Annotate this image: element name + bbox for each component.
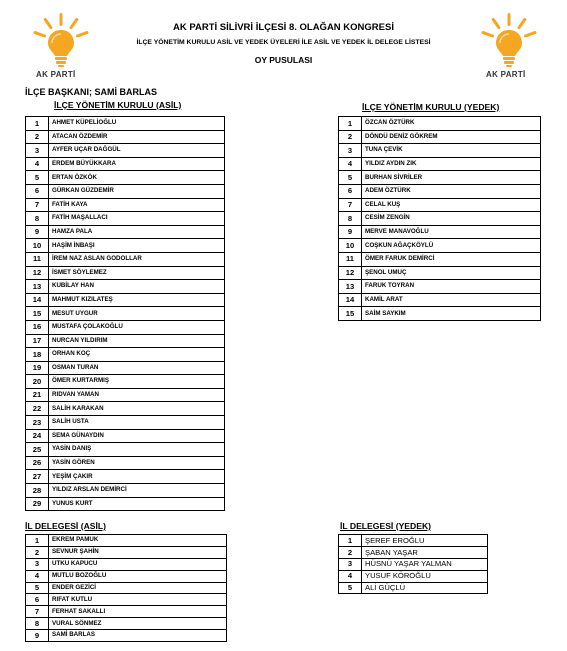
row-number: 17	[26, 334, 49, 348]
candidate-name: OSMAN TURAN	[49, 361, 225, 375]
row-number: 4	[339, 570, 362, 582]
candidate-name: BURHAN SİVRİLER	[362, 171, 541, 185]
table-row	[26, 484, 225, 498]
candidate-name: ŞEREF EROĞLU	[362, 535, 488, 547]
table-row	[26, 334, 225, 348]
section-title-yedek: İLÇE YÖNETİM KURULU (YEDEK)	[362, 102, 500, 112]
candidate-name: MUSTAFA ÇOLAKOĞLU	[49, 320, 225, 334]
row-number: 8	[26, 618, 49, 630]
section-title-il-yedek: İL DELEGESİ (YEDEK)	[340, 521, 432, 531]
table-row	[26, 130, 225, 144]
candidate-name: ERDEM BÜYÜKKARA	[49, 157, 225, 171]
table-row	[339, 558, 488, 570]
table-row	[26, 375, 225, 389]
candidate-name: İSMET SÖYLEMEZ	[49, 266, 225, 280]
row-number: 26	[26, 456, 49, 470]
row-number: 3	[26, 144, 49, 158]
table-row	[339, 239, 541, 253]
table-il-yedek	[338, 534, 488, 594]
row-number: 15	[339, 307, 362, 321]
table-row	[339, 144, 541, 158]
row-number: 6	[26, 184, 49, 198]
row-number: 3	[339, 558, 362, 570]
table-row	[339, 225, 541, 239]
candidate-name: YASİN GÖREN	[49, 456, 225, 470]
document-title: AK PARTİ SİLİVRİ İLÇESİ 8. OLAĞAN KONGRESİ	[173, 22, 394, 33]
candidate-name: FATİH MAŞALLACI	[49, 212, 225, 226]
table-row	[26, 320, 225, 334]
table-row	[26, 184, 225, 198]
candidate-name: ATACAN ÖZDEMİR	[49, 130, 225, 144]
row-number: 6	[339, 184, 362, 198]
section-title-il-asil: İL DELEGESİ (ASİL)	[25, 521, 107, 531]
row-number: 5	[26, 582, 49, 594]
row-number: 8	[339, 212, 362, 226]
candidate-name: YUNUS KURT	[49, 497, 225, 511]
row-number: 5	[339, 582, 362, 594]
row-number: 10	[26, 239, 49, 253]
row-number: 7	[339, 198, 362, 212]
candidate-name: VURAL SÖNMEZ	[49, 618, 227, 630]
table-row	[26, 280, 225, 294]
row-number: 2	[26, 130, 49, 144]
row-number: 5	[339, 171, 362, 185]
table-row	[339, 266, 541, 280]
table-row	[26, 117, 225, 131]
table-row	[26, 618, 227, 630]
ballot-label: OY PUSULASI	[254, 55, 313, 65]
row-number: 24	[26, 429, 49, 443]
table-row	[26, 361, 225, 375]
candidate-name: YILDIZ AYDIN ZIK	[362, 157, 541, 171]
table-il-asil	[25, 534, 227, 642]
row-number: 22	[26, 402, 49, 416]
candidate-name: İREM NAZ ASLAN GODOLLAR	[49, 252, 225, 266]
candidate-name: YEŞİM ÇAKIR	[49, 470, 225, 484]
row-number: 21	[26, 388, 49, 402]
candidate-name: HÜSNÜ YAŞAR YALMAN	[362, 558, 488, 570]
candidate-name: ÖZCAN ÖZTÜRK	[362, 117, 541, 131]
table-row	[26, 443, 225, 457]
table-row	[339, 252, 541, 266]
table-row	[26, 429, 225, 443]
candidate-name: ŞENOL UMUÇ	[362, 266, 541, 280]
table-row	[26, 239, 225, 253]
candidate-name: SALİH USTA	[49, 416, 225, 430]
row-number: 19	[26, 361, 49, 375]
table-row	[339, 184, 541, 198]
candidate-name: ORHAN KOÇ	[49, 348, 225, 362]
row-number: 16	[26, 320, 49, 334]
table-row	[339, 130, 541, 144]
row-number: 2	[339, 130, 362, 144]
table-row	[339, 171, 541, 185]
row-number: 12	[339, 266, 362, 280]
candidate-name: RIDVAN YAMAN	[49, 388, 225, 402]
row-number: 6	[26, 594, 49, 606]
row-number: 9	[339, 225, 362, 239]
row-number: 20	[26, 375, 49, 389]
table-row	[339, 570, 488, 582]
row-number: 2	[26, 546, 49, 558]
row-number: 2	[339, 546, 362, 558]
table-row	[26, 157, 225, 171]
row-number: 3	[339, 144, 362, 158]
candidate-name: SAMİ BARLAS	[49, 630, 227, 642]
candidate-name: ENDER GEZİCİ	[49, 582, 227, 594]
table-row	[26, 497, 225, 511]
candidate-name: ALİ GÜÇLÜ	[362, 582, 488, 594]
candidate-name: MAHMUT KIZILATEŞ	[49, 293, 225, 307]
table-row	[339, 198, 541, 212]
row-number: 13	[26, 280, 49, 294]
table-row	[339, 307, 541, 321]
candidate-name: HAŞİM İNBAŞI	[49, 239, 225, 253]
candidate-name: YASİN DANIŞ	[49, 443, 225, 457]
row-number: 14	[26, 293, 49, 307]
row-number: 7	[26, 198, 49, 212]
row-number: 18	[26, 348, 49, 362]
candidate-name: ŞABAN YAŞAR	[362, 546, 488, 558]
table-row	[26, 402, 225, 416]
table-row	[26, 198, 225, 212]
row-number: 1	[339, 117, 362, 131]
row-number: 11	[26, 252, 49, 266]
candidate-name: MUTLU BOZOĞLU	[49, 570, 227, 582]
table-row	[339, 280, 541, 294]
row-number: 10	[339, 239, 362, 253]
candidate-name: RIFAT KUTLU	[49, 594, 227, 606]
table-row	[339, 117, 541, 131]
candidate-name: GÜRKAN GÜZDEMİR	[49, 184, 225, 198]
table-row	[26, 558, 227, 570]
row-number: 23	[26, 416, 49, 430]
candidate-name: ADEM ÖZTÜRK	[362, 184, 541, 198]
candidate-name: TUNA ÇEVİK	[362, 144, 541, 158]
candidate-name: EKREM PAMUK	[49, 535, 227, 547]
table-row	[26, 456, 225, 470]
candidate-name: ÖMER FARUK DEMİRCİ	[362, 252, 541, 266]
candidate-name: MERVE MANAVOĞLU	[362, 225, 541, 239]
candidate-name: SEVNUR ŞAHİN	[49, 546, 227, 558]
table-row	[26, 606, 227, 618]
table-row	[26, 307, 225, 321]
logo-text-right: AK PARTİ	[486, 70, 526, 79]
candidate-name: SAİM SAYKIM	[362, 307, 541, 321]
table-row	[26, 470, 225, 484]
row-number: 4	[26, 157, 49, 171]
district-chair: İLÇE BAŞKANI; SAMİ BARLAS	[25, 87, 157, 97]
table-row	[339, 582, 488, 594]
table-row	[26, 266, 225, 280]
table-row	[26, 546, 227, 558]
candidate-name: ÖMER KURTARMIŞ	[49, 375, 225, 389]
table-row	[26, 171, 225, 185]
candidate-name: MESUT UYGUR	[49, 307, 225, 321]
table-row	[26, 570, 227, 582]
table-row	[339, 535, 488, 547]
candidate-name: FARUK TOYRAN	[362, 280, 541, 294]
candidate-name: UTKU KAPUCU	[49, 558, 227, 570]
table-row	[26, 630, 227, 642]
candidate-name: HAMZA PALA	[49, 225, 225, 239]
row-number: 4	[26, 570, 49, 582]
table-row	[26, 348, 225, 362]
table-row	[26, 252, 225, 266]
candidate-name: YILDIZ ARSLAN DEMİRCİ	[49, 484, 225, 498]
row-number: 11	[339, 252, 362, 266]
row-number: 3	[26, 558, 49, 570]
table-row	[26, 144, 225, 158]
table-row	[26, 212, 225, 226]
table-row	[26, 582, 227, 594]
table-yedek	[338, 116, 541, 321]
row-number: 9	[26, 225, 49, 239]
candidate-name: CESİM ZENGİN	[362, 212, 541, 226]
candidate-name: FATİH KAYA	[49, 198, 225, 212]
candidate-name: SEMA GÜNAYDIN	[49, 429, 225, 443]
section-title-asil: İLÇE YÖNETİM KURULU (ASİL)	[54, 100, 182, 110]
row-number: 12	[26, 266, 49, 280]
row-number: 1	[339, 535, 362, 547]
table-row	[339, 157, 541, 171]
table-row	[26, 535, 227, 547]
candidate-name: AYFER UÇAR DAĞGÜL	[49, 144, 225, 158]
row-number: 9	[26, 630, 49, 642]
logo-text-left: AK PARTİ	[36, 70, 76, 79]
row-number: 27	[26, 470, 49, 484]
row-number: 8	[26, 212, 49, 226]
candidate-name: YUSUF KÖROĞLU	[362, 570, 488, 582]
row-number: 29	[26, 497, 49, 511]
candidate-name: NURCAN YILDIRIM	[49, 334, 225, 348]
row-number: 5	[26, 171, 49, 185]
candidate-name: CELAL KUŞ	[362, 198, 541, 212]
candidate-name: DÖNDÜ DENİZ GÖKREM	[362, 130, 541, 144]
candidate-name: AHMET KÜPELİOĞLU	[49, 117, 225, 131]
row-number: 25	[26, 443, 49, 457]
row-number: 1	[26, 535, 49, 547]
table-row	[339, 293, 541, 307]
candidate-name: KUBİLAY HAN	[49, 280, 225, 294]
candidate-name: KAMİL ARAT	[362, 293, 541, 307]
table-asil	[25, 116, 225, 511]
row-number: 7	[26, 606, 49, 618]
candidate-name: SALİH KARAKAN	[49, 402, 225, 416]
row-number: 14	[339, 293, 362, 307]
candidate-name: ERTAN ÖZKÖK	[49, 171, 225, 185]
table-row	[26, 416, 225, 430]
table-row	[26, 293, 225, 307]
table-row	[339, 212, 541, 226]
table-row	[26, 388, 225, 402]
row-number: 1	[26, 117, 49, 131]
row-number: 13	[339, 280, 362, 294]
candidate-name: FERHAT SAKALLI	[49, 606, 227, 618]
row-number: 28	[26, 484, 49, 498]
table-row	[26, 225, 225, 239]
table-row	[339, 546, 488, 558]
table-row	[26, 594, 227, 606]
document-subtitle: İLÇE YÖNETİM KURULU ASİL VE YEDEK ÜYELERİ İLE ASİL VE YEDEK İL DELEGE LİSTESİ	[136, 39, 431, 46]
candidate-name: COŞKUN AĞAÇKÖYLÜ	[362, 239, 541, 253]
row-number: 4	[339, 157, 362, 171]
row-number: 15	[26, 307, 49, 321]
